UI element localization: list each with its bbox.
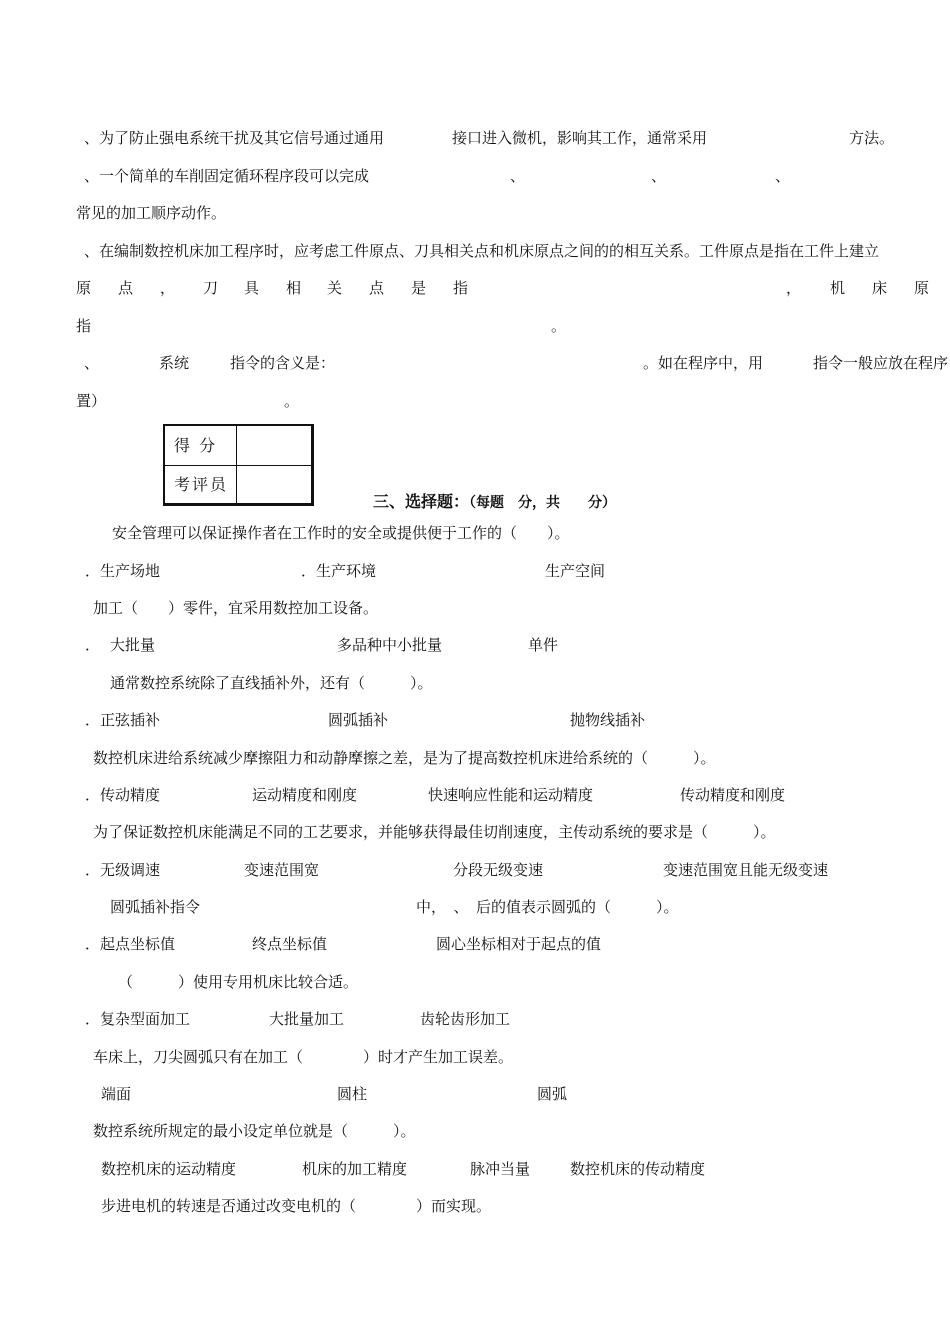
choice-text: 为了保证数控机床能满足不同的工艺要求，并能够获得最佳切削速度，主传动系统的要求是（ ）。 bbox=[93, 823, 776, 841]
fill-blank-text: 原 bbox=[914, 279, 930, 297]
choice-text: 步进电机的转速是否通过改变电机的（ ）而实现。 bbox=[101, 1197, 492, 1215]
choice-text: 数控系统所规定的最小设定单位就是（ ）。 bbox=[93, 1122, 416, 1140]
choice-text: 传动精度和刚度 bbox=[680, 786, 786, 804]
choice-text: 安全管理可以保证操作者在工作时的安全或提供便于工作的（ ）。 bbox=[112, 524, 570, 542]
choice-text: 多品种中小批量 bbox=[337, 636, 443, 654]
fill-blank-text: 、为了防止强电系统干扰及其它信号通过通用 bbox=[84, 129, 385, 147]
fill-blank-text: ， bbox=[786, 279, 802, 297]
choice-text: 加工（ ）零件，宜采用数控加工设备。 bbox=[93, 599, 379, 617]
fill-blank-text: 关 bbox=[327, 279, 343, 297]
choice-text: 变速范围宽 bbox=[244, 861, 320, 879]
choice-text: 圆柱 bbox=[337, 1085, 368, 1103]
choice-text: ．无级调速 bbox=[85, 861, 161, 879]
fill-blank-text: 接口进入微机，影响其工作，通常采用 bbox=[452, 129, 708, 147]
choice-text: 运动精度和刚度 bbox=[252, 786, 358, 804]
choice-text: 通常数控系统除了直线插补外，还有（ ）。 bbox=[110, 674, 433, 692]
section-title bbox=[373, 489, 616, 512]
choice-text: 中， 、 后的值表示圆弧的（ ）。 bbox=[416, 898, 679, 916]
choice-text: 圆弧插补指令 bbox=[110, 898, 201, 916]
fill-blank-text: 、在编制数控机床加工程序时，应考虑工件原点、刀具相关点和机床原点之间的的相互关系。工件原点是指在工件上建立 bbox=[84, 242, 880, 260]
choice-text: 数控机床的运动精度 bbox=[101, 1160, 237, 1178]
choice-text: ．正弦插补 bbox=[85, 711, 161, 729]
section-title-text: 三、选择题： bbox=[373, 492, 470, 511]
choice-text: ．生产场地 bbox=[85, 562, 161, 580]
fill-blank-text: 指 bbox=[453, 279, 469, 297]
fill-blank-text: 点 bbox=[369, 279, 385, 297]
fill-blank-text: 指令的含义是： bbox=[230, 354, 336, 372]
choice-text: 机床的加工精度 bbox=[302, 1160, 408, 1178]
choice-text: 分段无级变速 bbox=[453, 861, 544, 879]
fill-blank-text: 刀 bbox=[203, 279, 219, 297]
fill-blank-text: 点 bbox=[118, 279, 134, 297]
choice-text: ． bbox=[85, 636, 101, 654]
choice-text: 变速范围宽且能无级变速 bbox=[663, 861, 829, 879]
fill-blank-text: 置） bbox=[76, 392, 107, 410]
fill-blank-text: 。 bbox=[551, 317, 567, 335]
fill-blank-text: 指令一般应放在程序 bbox=[813, 354, 949, 372]
choice-text: 抛物线插补 bbox=[570, 711, 646, 729]
choice-text: 大批量 bbox=[110, 636, 156, 654]
choice-text: 圆弧插补 bbox=[328, 711, 389, 729]
fill-blank-text: 。 bbox=[284, 392, 300, 410]
choice-text: 生产空间 bbox=[545, 562, 606, 580]
fill-blank-text: 常见的加工顺序动作。 bbox=[76, 204, 227, 222]
fill-blank-text: 方法。 bbox=[849, 129, 895, 147]
fill-blank-text: 指 bbox=[76, 317, 92, 335]
fill-blank-text: 具 bbox=[244, 279, 260, 297]
choice-text: ．起点坐标值 bbox=[85, 935, 176, 953]
choice-text: 终点坐标值 bbox=[252, 935, 328, 953]
choice-text: 圆弧 bbox=[537, 1085, 568, 1103]
section-title-detail: （每题 分，共 分） bbox=[469, 495, 617, 511]
choice-text: 端面 bbox=[101, 1085, 132, 1103]
choice-text: 数控机床进给系统减少摩擦阻力和动静摩擦之差，是为了提高数控机床进给系统的（ ）。 bbox=[93, 749, 716, 767]
choice-text: 车床上，刀尖圆弧只有在加工（ ）时才产生加工误差。 bbox=[93, 1048, 514, 1066]
choice-text: ．复杂型面加工 bbox=[85, 1010, 191, 1028]
choice-text: （ ）使用专用机床比较合适。 bbox=[118, 973, 359, 991]
choice-text: 齿轮齿形加工 bbox=[420, 1010, 511, 1028]
fill-blank-text: 原 bbox=[76, 279, 92, 297]
choice-text: 大批量加工 bbox=[269, 1010, 345, 1028]
fill-blank-text: 是 bbox=[411, 279, 427, 297]
choice-text: 脉冲当量 bbox=[470, 1160, 531, 1178]
choice-text: ．生产环境 bbox=[301, 562, 377, 580]
score-table bbox=[163, 424, 314, 506]
fill-blank-text: 相 bbox=[286, 279, 302, 297]
score-row bbox=[165, 426, 311, 466]
fill-blank-text: 、 bbox=[775, 167, 791, 185]
fill-blank-text: 、 bbox=[510, 167, 526, 185]
grader-label: 考评员 bbox=[165, 465, 237, 504]
fill-blank-text: 系统 bbox=[159, 354, 190, 372]
fill-blank-text: 、 bbox=[84, 354, 100, 372]
choice-text: 单件 bbox=[528, 636, 559, 654]
fill-blank-text: 机 bbox=[830, 279, 846, 297]
fill-blank-text: ， bbox=[160, 279, 176, 297]
choice-text: ．传动精度 bbox=[85, 786, 161, 804]
choice-text: 快速响应性能和运动精度 bbox=[428, 786, 594, 804]
choice-text: 数控机床的传动精度 bbox=[570, 1160, 706, 1178]
fill-blank-text: 、一个简单的车削固定循环程序段可以完成 bbox=[84, 167, 370, 185]
grader-row bbox=[165, 465, 311, 504]
fill-blank-text: 。如在程序中，用 bbox=[643, 354, 764, 372]
fill-blank-text: 床 bbox=[872, 279, 888, 297]
choice-text: 圆心坐标相对于起点的值 bbox=[436, 935, 602, 953]
fill-blank-text: 、 bbox=[651, 167, 667, 185]
score-label: 得 分 bbox=[165, 426, 237, 465]
